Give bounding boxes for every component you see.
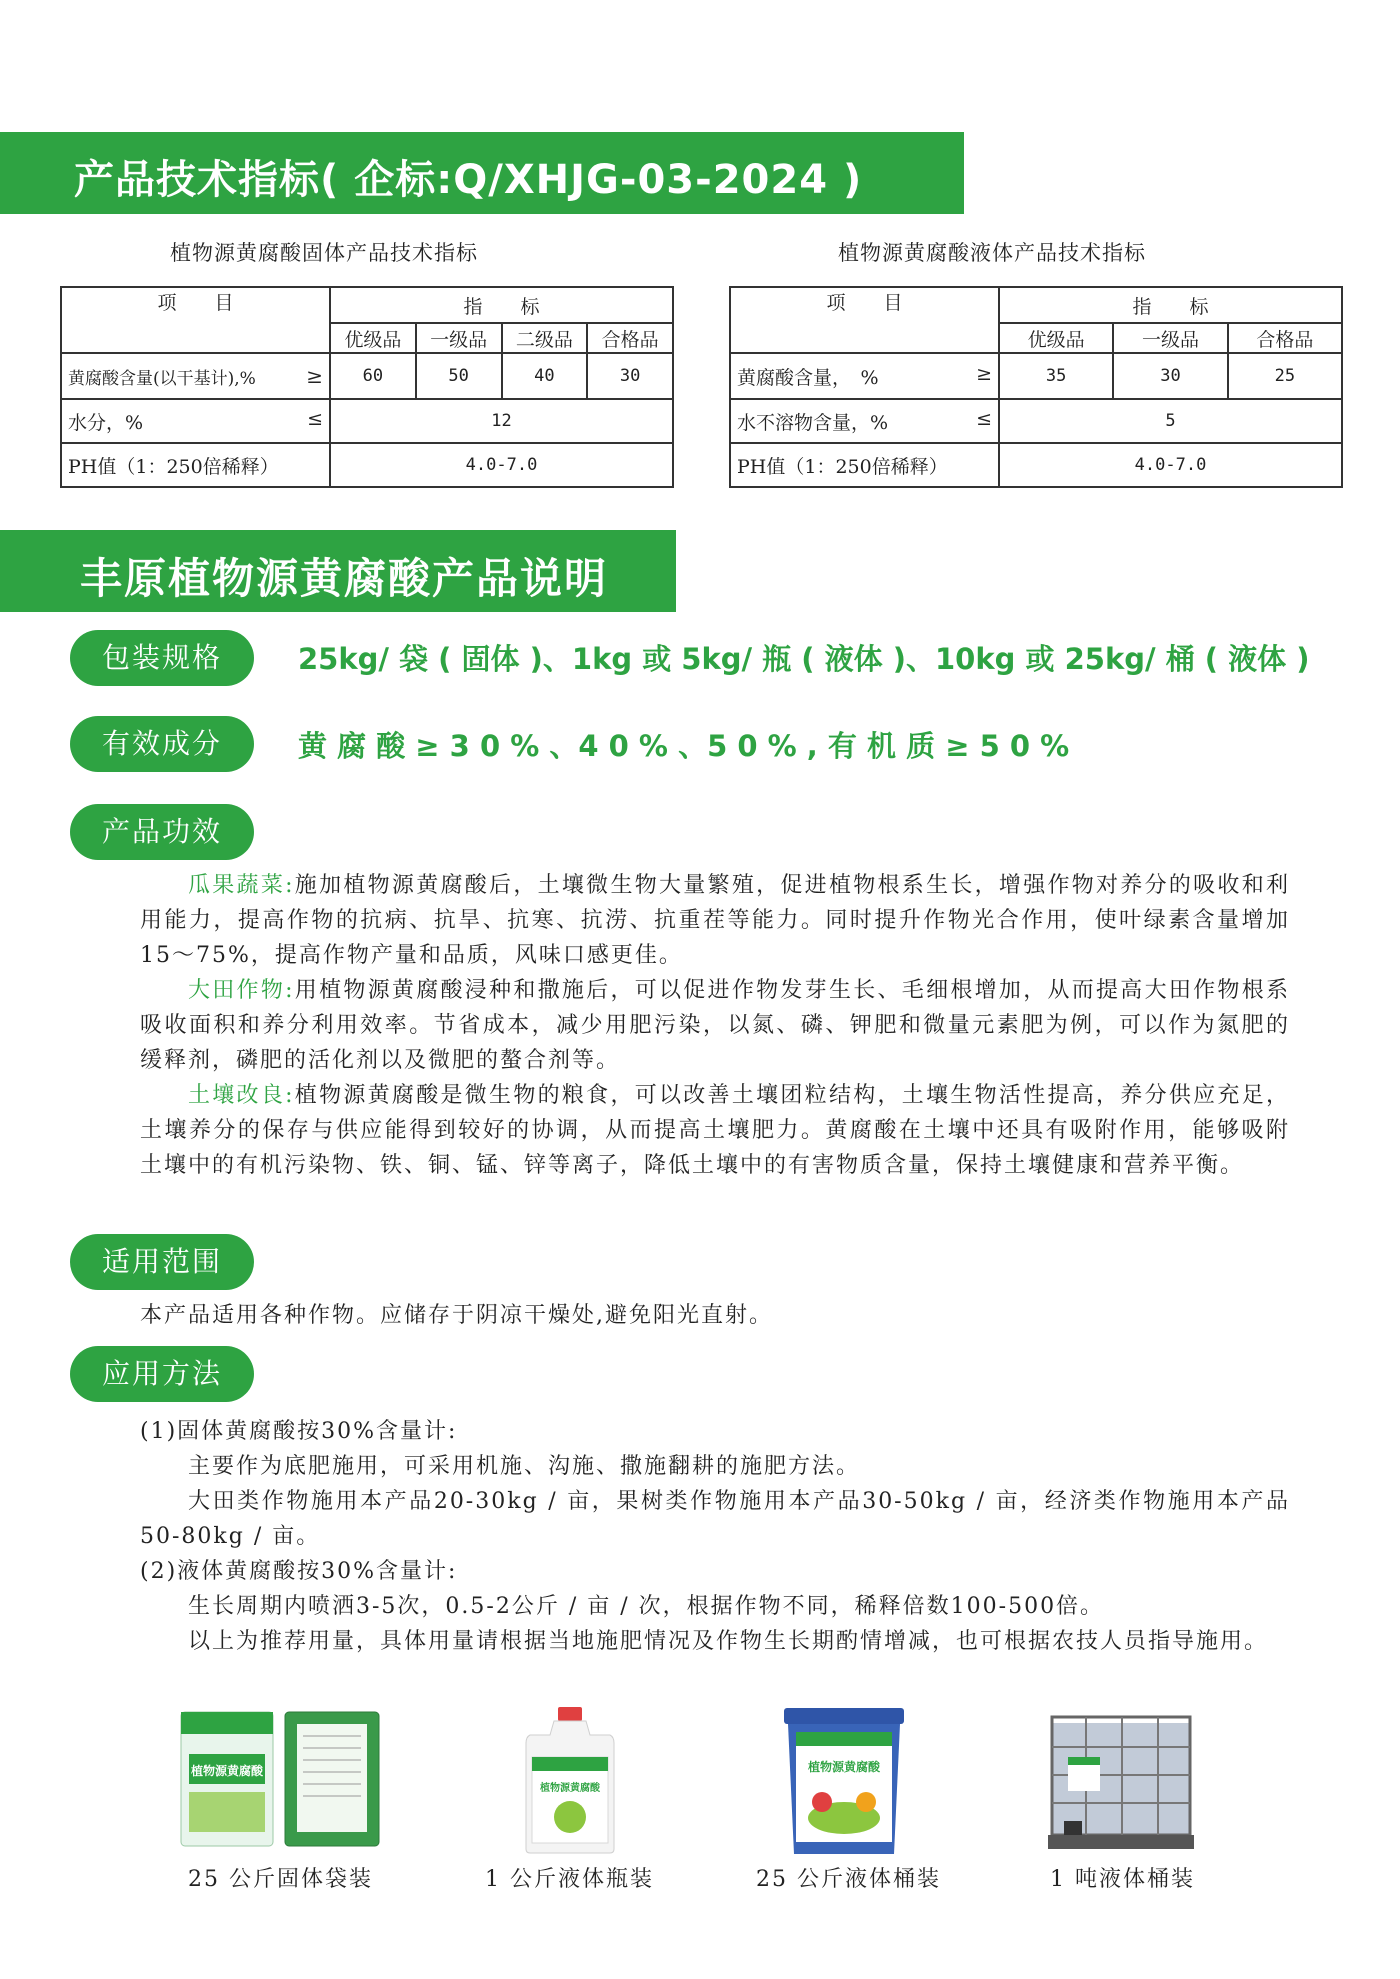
table-cell: 5 [999,399,1342,443]
packaging-text: 25kg/ 袋 ( 固体 )、1kg 或 5kg/ 瓶 ( 液体 )、10kg 或 25kg/ 桶 ( 液体 ) [298,642,1310,676]
efficacy-text [140,868,1290,1183]
efficacy-heading: 大田作物: [188,978,295,1003]
usage-line: 生长周期内喷洒3-5次，0.5-2公斤 / 亩 / 次，根据作物不同，稀释倍数100-500倍。 [188,1594,1105,1619]
table-cell: 35 [999,353,1113,399]
pill-scope: 适用范围 [70,1234,254,1290]
table-row-label: PH值（1：250倍稀释） [61,443,330,487]
table-row-label [730,353,999,399]
pill-usage: 应用方法 [70,1346,254,1402]
pill-efficacy: 产品功效 [70,804,254,860]
table-cell: 4.0-7.0 [999,443,1342,487]
efficacy-heading: 瓜果蔬菜: [188,873,295,898]
section-banner-product-desc [0,530,676,612]
efficacy-body: 用植物源黄腐酸浸种和撒施后，可以促进作物发芽生长、毛细根增加，从而提高大田作物根系吸收面积和养分利用效率。节省成本，减少用肥污染，以氮、磷、钾肥和微量元素肥为例，可以作为氮肥的缓释剂，磷肥的活化剂以及微肥的螯合剂等。 [140,978,1290,1073]
row-label-text: 黄腐酸含量， % [737,366,879,389]
table-header-item: 项 目 [730,287,999,353]
ibc-tank-illustration [1048,1713,1194,1853]
usage-line: (1)固体黄腐酸按30%含量计: [140,1419,458,1444]
grade-header: 二级品 [502,323,588,353]
table-header-index: 指 标 [330,287,673,323]
product-label-bag: 25 公斤固体袋装 [188,1867,373,1892]
operator-symbol: ≥ [306,363,323,388]
solid-table-caption: 植物源黄腐酸固体产品技术指标 [170,241,478,265]
usage-line: 主要作为底肥施用，可采用机施、沟施、撒施翻耕的施肥方法。 [188,1454,861,1479]
table-cell: 30 [1113,353,1227,399]
table-cell: 60 [330,353,416,399]
product-bottle-image [524,1705,616,1855]
efficacy-heading: 土壤改良: [188,1083,295,1108]
operator-symbol: ≥ [976,362,992,385]
solid-spec-table [60,286,674,488]
bucket-brand-text: 植物源黄腐酸 [807,1760,880,1774]
efficacy-body: 施加植物源黄腐酸后，土壤微生物大量繁殖，促进植物根系生长，增强作物对养分的吸收和利用能力，提高作物的抗病、抗旱、抗寒、抗涝、抗重茬等能力。同时提升作物光合作用，使叶绿素含量增加15～75%，提高作物产量和品质，风味口感更佳。 [140,873,1290,968]
table-row-label [61,399,330,443]
liquid-table-caption: 植物源黄腐酸液体产品技术指标 [838,241,1146,265]
bag-brand-text: 植物源黄腐酸 [190,1764,263,1778]
grade-header: 合格品 [587,323,673,353]
table-cell: 50 [416,353,502,399]
table-row-label [730,399,999,443]
efficacy-paragraph [140,868,1290,973]
operator-symbol: ≤ [307,407,323,430]
product-label-bottle: 1 公斤液体瓶装 [485,1867,654,1892]
usage-line: (2)液体黄腐酸按30%含量计: [140,1559,458,1584]
section-title-tech-spec: 产品技术指标( 企标:Q/XHJG-03-2024 ) [74,157,863,203]
grade-header: 优级品 [999,323,1113,353]
grade-header: 合格品 [1228,323,1342,353]
product-label-bucket: 25 公斤液体桶装 [756,1867,941,1892]
section-title-product-desc: 丰原植物源黄腐酸产品说明 [80,554,609,603]
efficacy-paragraph [140,973,1290,1078]
product-bag-image [175,1710,385,1850]
bag-illustration [175,1710,385,1850]
efficacy-body: 植物源黄腐酸是微生物的粮食，可以改善土壤团粒结构，土壤生物活性提高，养分供应充足，土壤养分的保存与供应能得到较好的协调，从而提高土壤肥力。黄腐酸在土壤中还具有吸附作用，能够吸附土壤中的有机污染物、铁、铜、锰、锌等离子，降低土壤中的有害物质含量，保持土壤健康和营养平衡。 [140,1083,1290,1178]
table-cell: 30 [587,353,673,399]
usage-line: 以上为推荐用量，具体用量请根据当地施肥情况及作物生长期酌情增减，也可根据农技人员指导施用。 [188,1629,1269,1654]
product-ibc-tank-image [1048,1713,1194,1853]
table-cell: 12 [330,399,673,443]
scope-text: 本产品适用各种作物。应储存于阴凉干燥处,避免阳光直射。 [140,1303,773,1328]
operator-symbol: ≤ [976,407,992,430]
product-label-ibc-tank: 1 吨液体桶装 [1050,1867,1195,1892]
usage-line: 大田类作物施用本产品20-30kg / 亩，果树类作物施用本产品30-50kg / 亩，经济类作物施用本产品50-80kg / 亩。 [140,1489,1290,1549]
table-row-label: PH值（1：250倍稀释） [730,443,999,487]
ingredients-text: 黄 腐 酸 ≥ 3 0 % 、4 0 % 、5 0 % , 有 机 质 ≥ 5 0 % [298,729,1070,763]
section-banner-tech-spec [0,132,964,214]
table-header-item: 项 目 [61,287,330,353]
row-label-text: 水不溶物含量，% [737,411,889,434]
row-label-text: 黄腐酸含量(以干基计),% [68,368,256,389]
table-cell: 25 [1228,353,1342,399]
product-bucket-image [782,1706,906,1856]
grade-header: 一级品 [416,323,502,353]
table-cell: 40 [502,353,588,399]
liquid-spec-table [729,286,1343,488]
bucket-illustration [782,1706,906,1856]
table-header-index: 指 标 [999,287,1342,323]
pill-packaging: 包装规格 [70,630,254,686]
bottle-brand-text: 植物源黄腐酸 [540,1783,600,1794]
pill-ingredients: 有效成分 [70,716,254,772]
table-cell: 4.0-7.0 [330,443,673,487]
table-row-label [61,353,330,399]
grade-header: 优级品 [330,323,416,353]
efficacy-paragraph [140,1078,1290,1183]
usage-text [140,1414,1290,1659]
grade-header: 一级品 [1113,323,1227,353]
row-label-text: 水分，% [68,411,144,434]
